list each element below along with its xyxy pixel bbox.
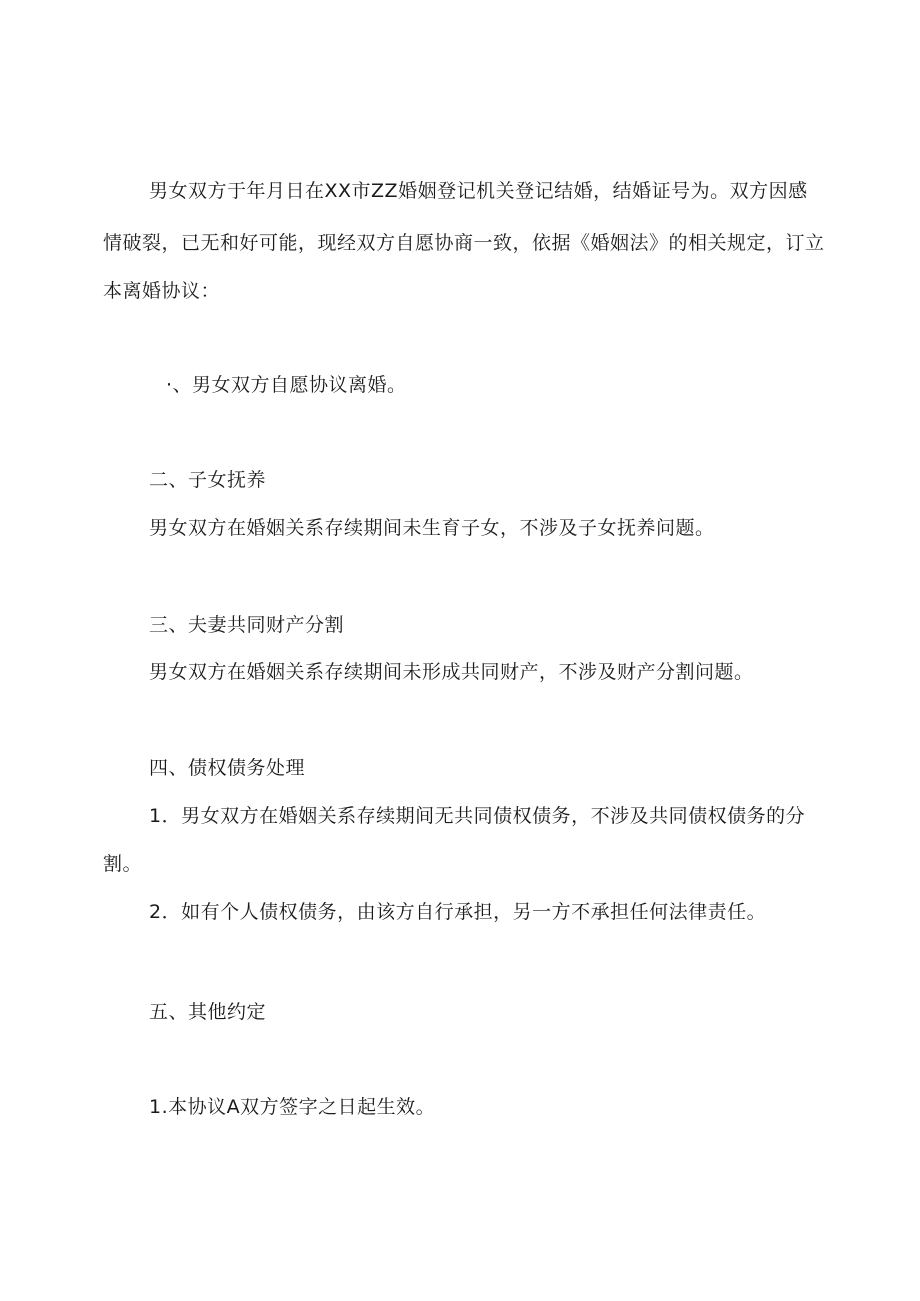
section-4-item-2: 2．如有个人债权债务，由该方自行承担，另一方不承担任何法律责任。 — [149, 901, 767, 923]
section-4-item-1-line-1: 1．男女双方在婚姻关系存续期间无共同债权债务，不涉及共同债权债务的分 — [149, 805, 806, 827]
intro-line-2: 情破裂，已无和好可能，现经双方自愿协商一致，依据《婚姻法》的相关规定，订立 — [103, 232, 825, 254]
section-1-text: ·、男女双方自愿协议离婚。 — [166, 374, 407, 396]
intro-line-3: 本离婚协议： — [103, 280, 221, 302]
section-3-heading: 三、夫妻共同财产分割 — [149, 614, 345, 636]
section-2-body: 男女双方在婚姻关系存续期间未生育子女，不涉及子女抚养问题。 — [149, 517, 715, 539]
section-4-item-1-line-2: 割。 — [103, 853, 143, 875]
section-3-body: 男女双方在婚姻关系存续期间未形成共同财产，不涉及财产分割问题。 — [149, 661, 754, 683]
section-2-heading: 二、子女抚养 — [149, 469, 267, 491]
intro-line-1: 男女双方于年月日在XX市ZZ婚姻登记机关登记结婚，结婚证号为。双方因感 — [149, 180, 808, 202]
section-5-item-1: 1.本协议A双方签字之日起生效。 — [149, 1096, 436, 1118]
section-5-heading: 五、其他约定 — [149, 1001, 267, 1023]
section-4-heading: 四、债权债务处理 — [149, 757, 306, 779]
